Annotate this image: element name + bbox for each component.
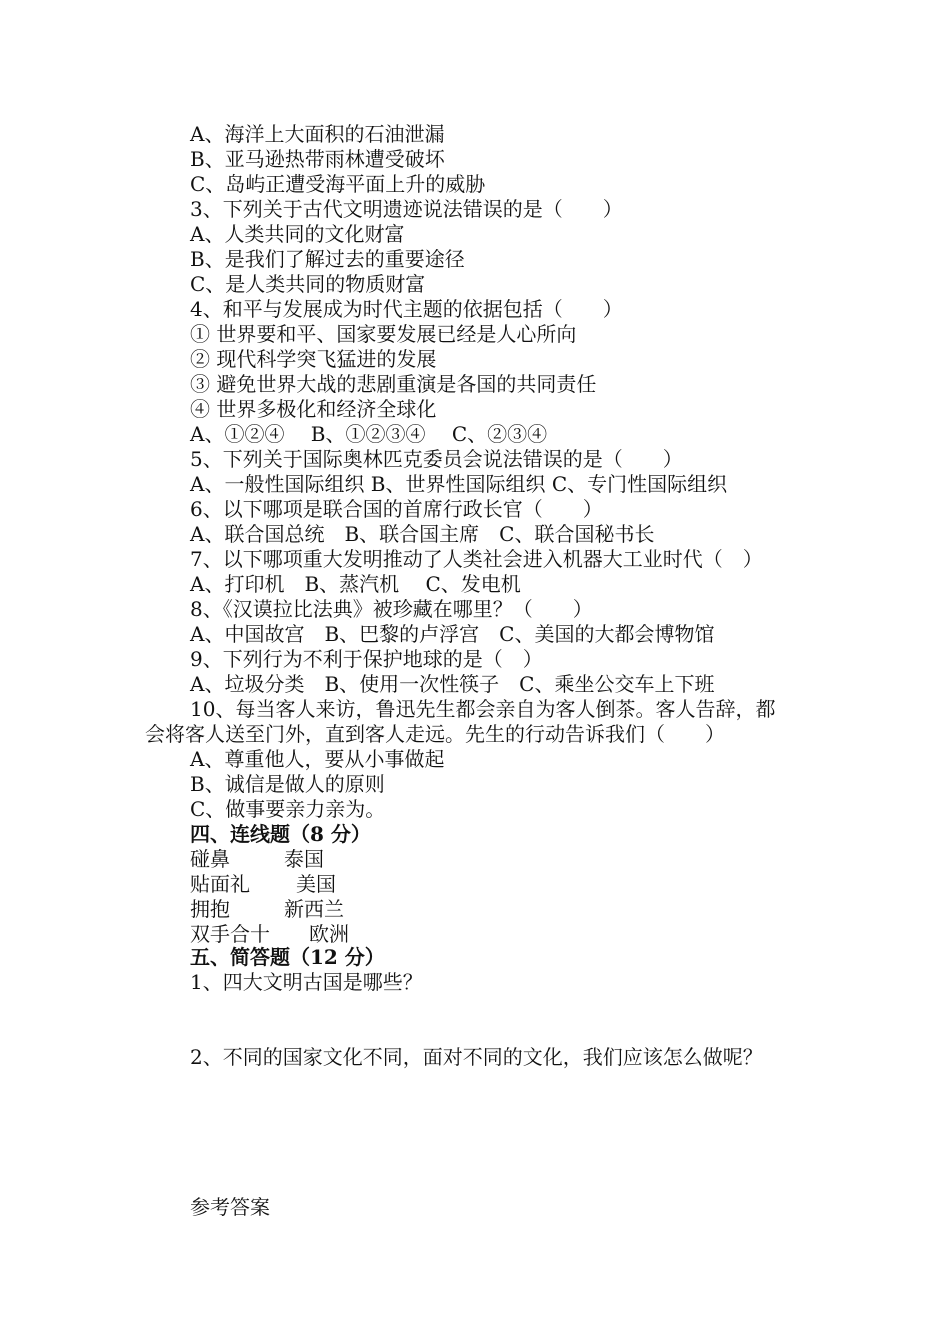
match-left: 拥抱 [190,897,230,921]
option-line: C、做事要亲力亲为。 [190,797,386,821]
option-line: A、尊重他人，要从小事做起 [190,747,445,771]
question-line: 1、四大文明古国是哪些？ [190,970,423,994]
option-line: B、亚马逊热带雨林遭受破坏 [190,147,445,171]
match-row [190,922,349,947]
section-heading: 四、连线题（8 分） [190,822,371,846]
option-line: A、垃圾分类 B、使用一次性筷子 C、乘坐公交车上下班 [190,672,715,696]
match-right: 泰国 [284,847,324,871]
option-line: B、是我们了解过去的重要途径 [190,247,465,271]
question-line: 10、每当客人来访，鲁迅先生都会亲自为客人倒茶。客人告辞，都 [190,697,776,721]
question-line: 7、以下哪项重大发明推动了人类社会进入机器大工业时代（ ） [190,547,763,571]
option-line: C、岛屿正遭受海平面上升的威胁 [190,172,486,196]
option-line: B、诚信是做人的原则 [190,772,385,796]
match-right: 美国 [296,872,336,896]
question-line-continuation: 会将客人送至门外，直到客人走远。先生的行动告诉我们（ ） [145,722,725,746]
option-line: A、联合国总统 B、联合国主席 C、联合国秘书长 [190,522,655,546]
question-line: 6、以下哪项是联合国的首席行政长官（ ） [190,497,603,521]
option-line: A、打印机 B、蒸汽机 C、发电机 [190,572,521,596]
answer-title: 参考答案 [190,1195,270,1219]
option-line: A、中国故宫 B、巴黎的卢浮宫 C、美国的大都会博物馆 [190,622,715,646]
option-line: A、人类共同的文化财富 [190,222,405,246]
question-line: 2、不同的国家文化不同，面对不同的文化，我们应该怎么做呢？ [190,1045,763,1069]
match-left: 碰鼻 [190,847,230,871]
question-line: 9、下列行为不利于保护地球的是（ ） [190,647,543,671]
statement-line: ③ 避免世界大战的悲剧重演是各国的共同责任 [190,372,597,396]
option-line: A、①②④ B、①②③④ C、②③④ [190,422,548,446]
match-row [190,897,344,922]
match-right: 欧洲 [309,922,349,946]
question-line: 8、《汉谟拉比法典》被珍藏在哪里？（ ） [190,597,593,621]
match-left: 双手合十 [190,922,270,946]
question-line: 3、下列关于古代文明遗迹说法错误的是（ ） [190,197,623,221]
option-line: A、一般性国际组织 B、世界性国际组织 C、专门性国际组织 [190,472,728,496]
option-line: C、是人类共同的物质财富 [190,272,426,296]
match-right: 新西兰 [284,897,344,921]
match-row [190,872,336,897]
section-heading: 五、简答题（12 分） [190,945,385,969]
match-left: 贴面礼 [190,872,250,896]
statement-line: ④ 世界多极化和经济全球化 [190,397,437,421]
question-line: 4、和平与发展成为时代主题的依据包括（ ） [190,297,623,321]
question-line: 5、下列关于国际奥林匹克委员会说法错误的是（ ） [190,447,683,471]
statement-line: ② 现代科学突飞猛进的发展 [190,347,437,371]
option-line: A、海洋上大面积的石油泄漏 [190,122,445,146]
match-row [190,847,324,872]
statement-line: ① 世界要和平、国家要发展已经是人心所向 [190,322,577,346]
